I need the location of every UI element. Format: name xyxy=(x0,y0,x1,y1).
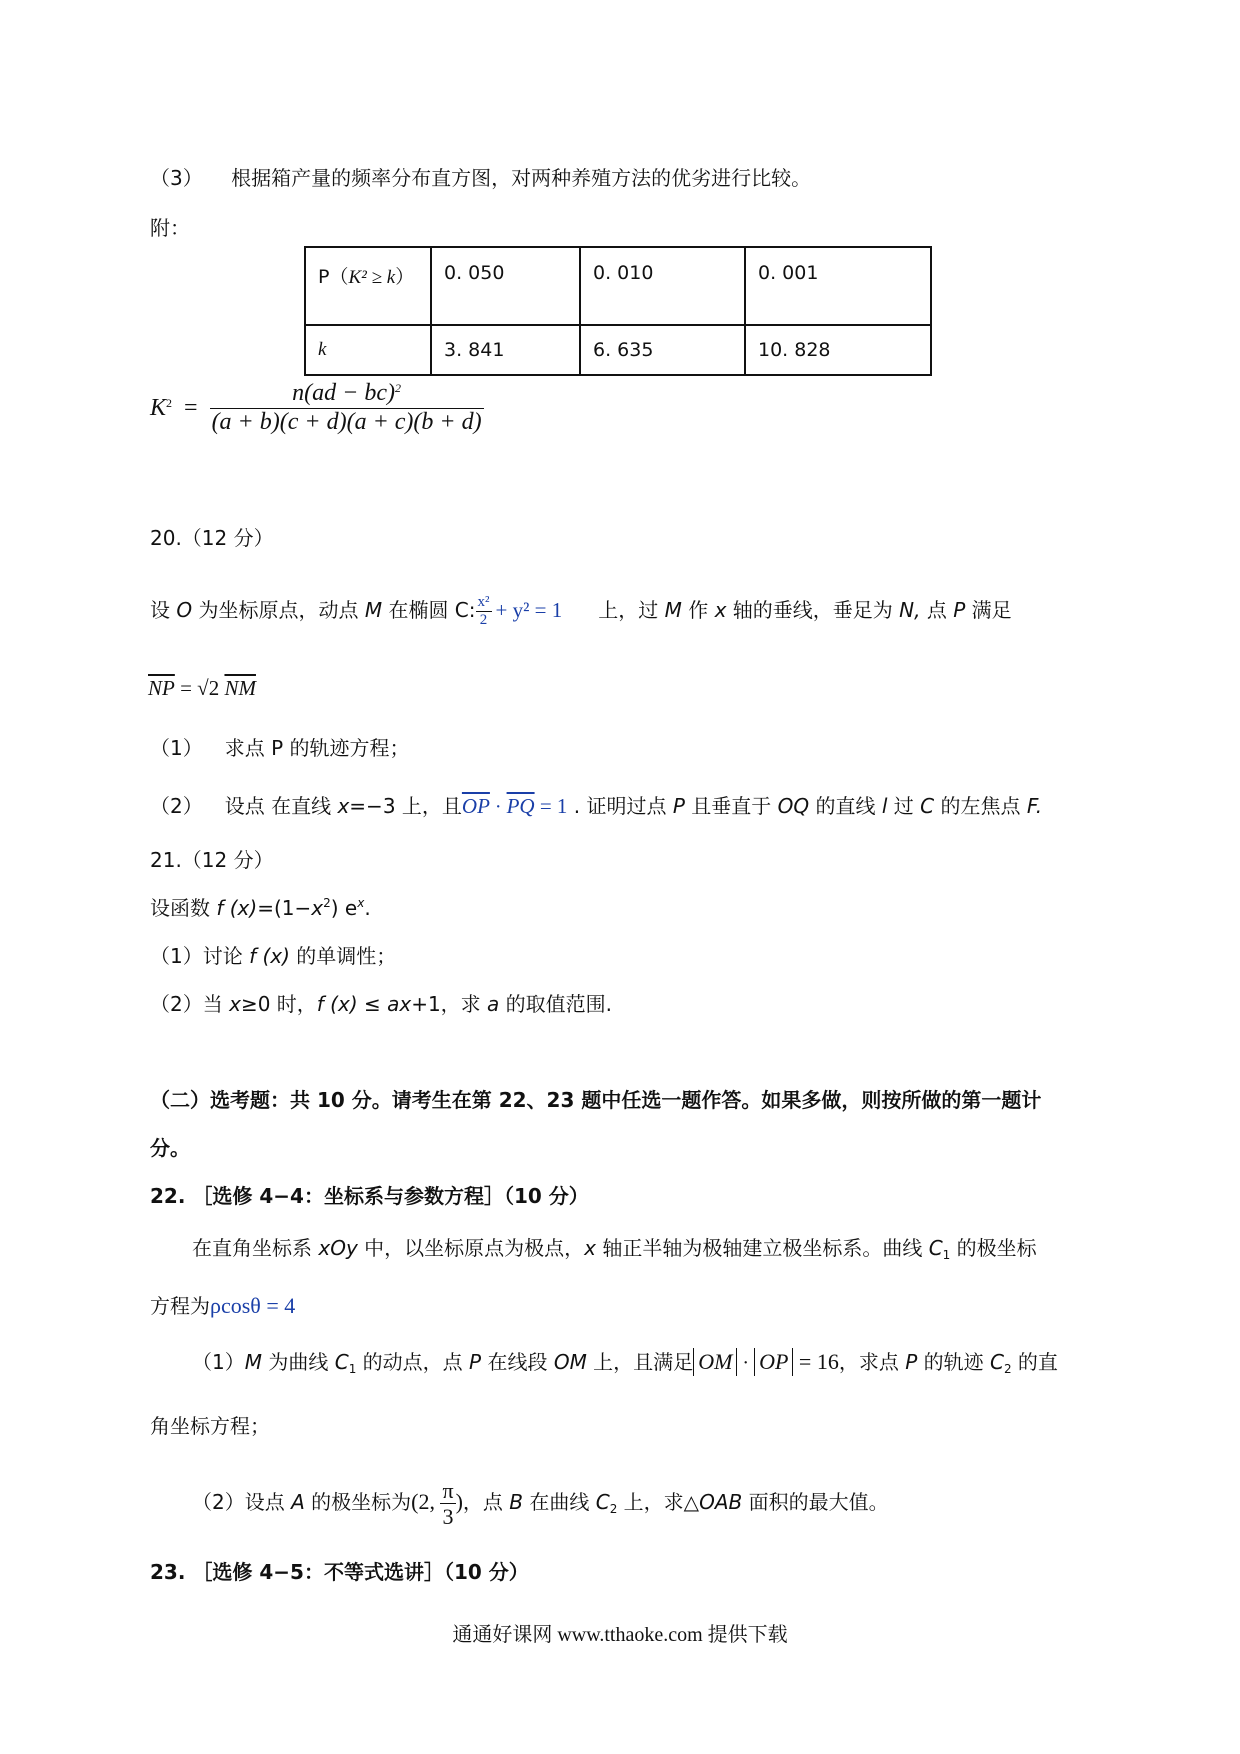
question-19-part3 xyxy=(150,162,811,191)
question-20-part2: （2） 设点 在直线 x=−3 上，且$\overline{OP} \cdot \overline{PQ} = 1$ . 证明过点 P 且垂直于 OQ 的直线 l 过 C 的左焦点 F. xyxy=(150,794,1043,818)
table-cell: 10. 828 xyxy=(745,325,931,375)
question-22-header: 22. ［选修 4−4：坐标系与参数方程］（10 分） xyxy=(150,1184,589,1208)
section-2-line2: 分。 xyxy=(150,1136,190,1160)
table-cell: 6. 635 xyxy=(580,325,745,375)
question-23-header: 23. ［选修 4−5：不等式选讲］（10 分） xyxy=(150,1560,529,1584)
critical-value-table xyxy=(304,246,932,376)
k-squared-formula xyxy=(150,380,484,436)
section-2-line1: （二）选考题：共 10 分。请考生在第 22、23 题中任选一题作答。如果多做，则按所做的第一题计 xyxy=(150,1088,1042,1112)
cell-prefix: P（ xyxy=(318,266,349,288)
pi-over-3-fraction: $\frac{\pi}{3}$ xyxy=(442,1477,454,1529)
question-22-part2: （2）设点 A 的极坐标为(2, $\frac{\pi}{3}$ )，点 B 在曲线 $C_2$ 上，求△OAB 面积的最大值。 xyxy=(192,1477,889,1529)
question-22-part1-cont: 角坐标方程； xyxy=(150,1414,270,1438)
question-22-stem: 在直角坐标系 xOy 中，以坐标原点为极点，x 轴正半轴为极轴建立极坐标系。曲线 $C_1$ 的极坐标 xyxy=(192,1236,1037,1262)
page-footer: 通通好课网 www.tthaoke.com 提供下载 xyxy=(452,1624,788,1646)
ellipse-fraction: $\frac{\text{x²}}{2}$ xyxy=(477,593,490,628)
formula-eq: = xyxy=(184,394,198,421)
question-21-part2: （2）当 x≥0 时，f (x) ≤ ax+1，求 a 的取值范围. xyxy=(150,992,613,1016)
question-21-stem: 设函数 f $(x)=(1-x^2)$ $e^x$. xyxy=(150,896,371,920)
question-21-part1: （1）讨论 f (x) 的单调性； xyxy=(150,944,397,968)
formula-numerator: n(ad − bc)$^2$ xyxy=(210,380,484,409)
cell-suffix: ） xyxy=(395,266,415,288)
table-cell: 0. 001 xyxy=(745,247,931,325)
question-22-stem-cont: 方程为ρcosθ = 4 xyxy=(150,1293,296,1318)
formula-fraction xyxy=(210,380,484,436)
formula-lhs-sup: 2 xyxy=(166,395,173,410)
question-22-part1: （1）M 为曲线 $C_1$ 的动点，点 P 在线段 OM 上，且满足 OM · OP = 16，求点 P 的轨迹 $C_2$ 的直 xyxy=(192,1349,1058,1376)
question-20-stem: 设 O 为坐标原点，动点 M 在椭圆 C: $\frac{\text{x²}}{2}$ + y² = 1 上，过 M 作 x 轴的垂线，垂足为 N, 点 P 满足 xyxy=(150,593,1012,628)
table-cell: 3. 841 xyxy=(431,325,580,375)
cell-expr: K² ≥ k xyxy=(348,267,396,288)
question-21-header: 21.（12 分） xyxy=(150,848,274,872)
question-20-part1: （1） 求点 P 的轨迹方程； xyxy=(150,736,410,760)
table-row xyxy=(305,325,931,375)
table-cell: 0. 010 xyxy=(580,247,745,325)
vector-condition: $\overline{NP} = √2$ $\overline{NM}$ xyxy=(148,676,256,700)
formula-denominator: (a + b)(c + d)(a + c)(b + d) xyxy=(211,408,482,435)
table-cell: 0. 050 xyxy=(431,247,580,325)
question-20-header: 20.（12 分） xyxy=(150,526,274,550)
table-header-cell: k xyxy=(305,325,431,375)
table-header-cell xyxy=(305,247,431,325)
formula-lhs: K xyxy=(150,394,167,421)
appendix-label: 附： xyxy=(150,216,190,240)
part-text: 根据箱产量的频率分布直方图，对两种养殖方法的优劣进行比较。 xyxy=(231,166,812,190)
table-row xyxy=(305,247,931,325)
part-number: （3） xyxy=(150,166,203,190)
